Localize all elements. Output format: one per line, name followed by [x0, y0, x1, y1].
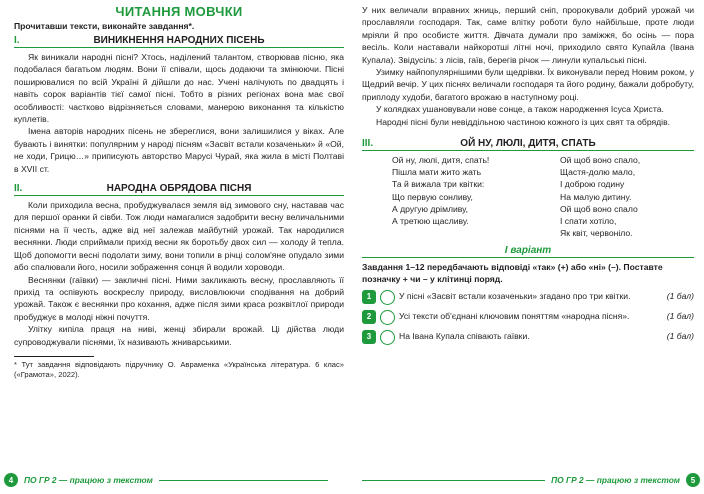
left-page: [14, 0, 344, 494]
paragraph: У них величали вправних жниць, перший сніп, пророкували добрий урожай чи прославляли господаря. Так, саме влітку роботи було найбільше, проте люди мріяли й про особисте життя. Дівчата думали про заміжжя, бо осінь — пора весіль. Коли наставали найкоротші літні ночі, приходило свято Купайла (Івана Купала). Звідусіль: з лісів, гаїв, берегів річок — линули купальські пісні.: [362, 5, 694, 65]
paragraph: Народні пісні були невіддільною частиною кожного із цих свят та обрядів.: [376, 116, 671, 127]
paragraph: Імена авторів народних пісень не збереглися, вони залишилися у віках. Але бувають і винятки: популярним у народі пісням «Засвіт встали козаченьки» й «Ой, не ходи, Грицю…» приписують авторство Марусі Чурай, яка жила в місті Полтаві в XVII ст.: [14, 126, 344, 174]
question-row: [362, 290, 694, 305]
footer-line: [159, 480, 328, 481]
page-title: ЧИТАННЯ МОВЧКИ: [115, 4, 243, 19]
footnote-divider: [14, 356, 94, 357]
poem-line: А другую дрімливу,: [392, 203, 469, 214]
section-1-number: І.: [14, 35, 20, 46]
answer-checkbox[interactable]: [380, 290, 395, 305]
footer-line: [362, 480, 545, 481]
right-page: [362, 0, 694, 494]
question-score: (1 бал): [666, 291, 694, 302]
answer-checkbox[interactable]: [380, 330, 395, 345]
section-1-title: ВИНИКНЕННЯ НАРОДНИХ ПІСЕНЬ: [93, 35, 265, 46]
section-1-header: [14, 35, 344, 48]
question-text: [399, 310, 694, 322]
poem-column-1: [362, 154, 526, 239]
poem-line: Як квіт, червоніло.: [560, 228, 633, 239]
paragraph: Коли приходила весна, пробуджувалася земля від зимового сну, наставав час для першої оранки й сівби. Тож люди намагалися задобрити весну величальними піснями на її честь, адже від неї залежав майбутній урожай. Так народилися веснянки. Люди сприймали прихід весни як боротьбу двох сил — холоду й тепла. Щоб допомогти весні подолати зиму, вони топили в річці солом'яне опудало зими або спалювали його, носили зображення сонця й водили хороводи.: [14, 200, 344, 273]
section-2-header: [14, 183, 344, 196]
section-2-title: НАРОДНА ОБРЯДОВА ПІСНЯ: [106, 183, 252, 195]
question-text: [399, 330, 694, 342]
poem-line: На малую дитину.: [560, 191, 632, 202]
question-text: [399, 290, 694, 302]
task-instructions: Завдання 1–12 передбачають відповіді «так» (+) або «ні» (–). Поставте позначку + чи – у клітинці поряд.: [362, 262, 663, 285]
section-3-title: ОЙ НУ, ЛЮЛІ, ДИТЯ, СПАТЬ: [460, 138, 596, 150]
footer-right: [362, 472, 700, 488]
section-3-number: ІІІ.: [362, 138, 374, 150]
page-number: 4: [4, 473, 18, 487]
poem-line: Та й вижала три квітки:: [392, 179, 485, 190]
section-3-header: [362, 138, 694, 151]
poem-line: Ой щоб воно спало,: [560, 155, 641, 166]
paragraph: Веснянки (гаївки) — закличні пісні. Ними закликають весну, прославляють її прихід та оспівують воскреслу природу, висловлюючи сподівання на добрий урожай. Також є веснянки про кохання, адже після зими краса розквітлої природи пробуджує в молоді ніжні почуття.: [14, 274, 344, 322]
poem-line: Ой ну, люлі, дитя, спать!: [392, 155, 490, 166]
paragraph: Улітку кипіла праця на ниві, женці збирали врожай. Ці дійства люди супроводжували піснями, їх називають жниварськими.: [14, 324, 344, 347]
question-row: [362, 330, 694, 345]
poem-line: І спати хотіло,: [560, 216, 617, 227]
footer-text: ПО ГР 2 — працюю з текстом: [551, 475, 680, 485]
variant-title: І варіант: [362, 245, 694, 258]
question-score: (1 бал): [666, 311, 694, 322]
footnote: * Тут завдання відповідають підручнику О. Авраменка «Українська література. 6 клас» («Грамота», 2022).: [14, 359, 344, 380]
poem-column-2: [526, 154, 694, 239]
instruction: Прочитавши тексти, виконайте завдання*.: [14, 21, 195, 31]
page-number: 5: [686, 473, 700, 487]
question-row: [362, 310, 694, 325]
poem-line: І доброю годину: [560, 179, 625, 190]
footer-text: ПО ГР 2 — працюю з текстом: [24, 475, 153, 485]
question-number: 1: [362, 290, 376, 304]
question-number: 3: [362, 330, 376, 344]
poem-line: А третюю щасливу.: [392, 216, 469, 227]
footer-left: [4, 472, 334, 488]
poem-line: Ой щоб воно спало: [560, 203, 638, 214]
question-label: На Івана Купала співають гаївки.: [399, 331, 530, 342]
poem: [362, 154, 694, 239]
answer-checkbox[interactable]: [380, 310, 395, 325]
question-score: (1 бал): [666, 331, 694, 342]
section-2-number: ІІ.: [14, 183, 23, 195]
poem-line: Пішла мати жито жать: [392, 167, 482, 178]
poem-line: Щастя-долю мало,: [560, 167, 636, 178]
question-label: У пісні «Засвіт встали козаченьки» згадано про три квітки.: [399, 291, 631, 302]
question-number: 2: [362, 310, 376, 324]
paragraph: Як виникали народні пісні? Хтось, наділений талантом, створював пісню, яка подобалася багатьом людям. Вони її співали, щось додаючи та змінюючи. Пісні поширювалися по всій Україні й дійшли до нас. Учені налічують по двадцять і навіть сорок варіантів тієї самої пісні. Тобто в різних регіонах вона має свої особливості: частково відрізняється словами, манерою виконання та кількістю куплетів.: [14, 52, 344, 125]
paragraph: Узимку найпопулярнішими були щедрівки. Їх виконували перед Новим роком, у Щедрий вечір. У цих піснях величали господаря та його родину, бажали добробуту, приплоду худоби, багатого врожаю в наступному році.: [362, 67, 694, 102]
paragraph: У колядках ушановували нове сонце, а також народження Ісуса Христа.: [376, 104, 664, 115]
poem-line: Що первую сонливу,: [392, 191, 473, 202]
question-label: Усі тексти об'єднані ключовим поняттям «народна пісня».: [399, 311, 630, 322]
